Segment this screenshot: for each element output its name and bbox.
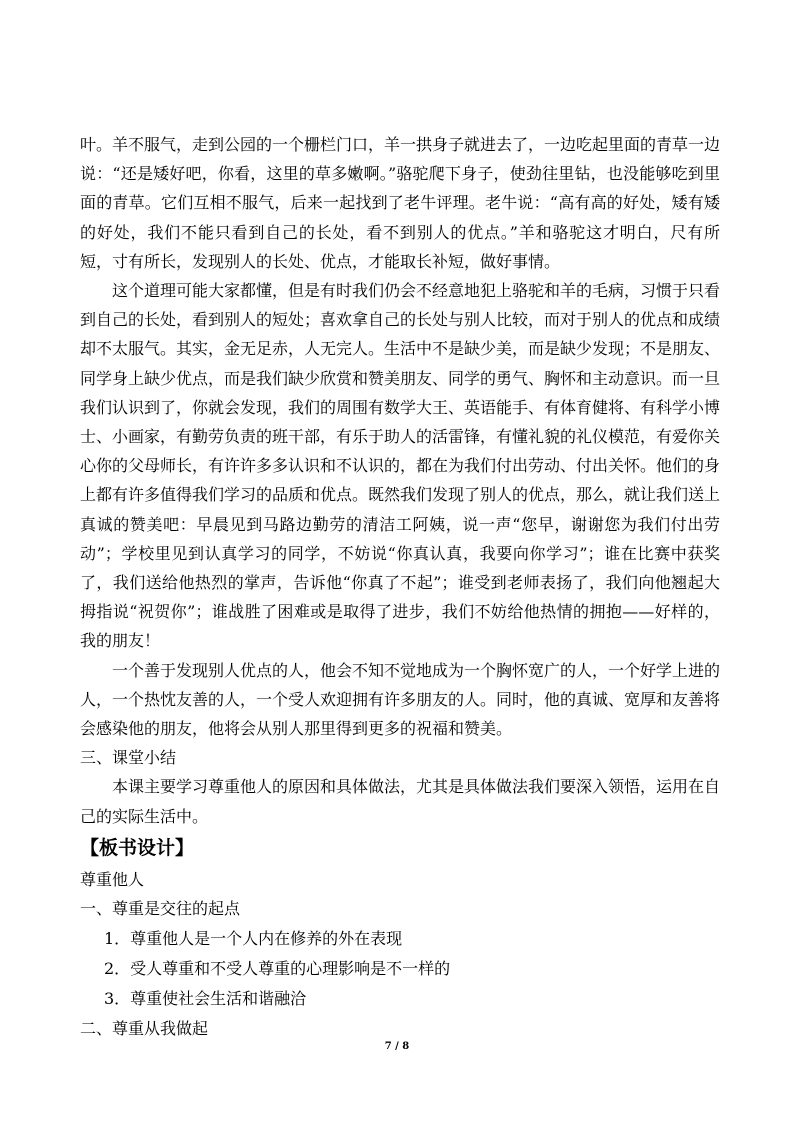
section-heading-summary: 三、课堂小结 [80, 748, 177, 768]
outline-section-1: 一、尊重是交往的起点 [80, 899, 241, 919]
paragraph-story-end: 叶。羊不服气，走到公园的一个栅栏门口，羊一拱身子就进去了，一边吃起里面的青草一边说：“还是矮好吧，你看，这里的草多嫩啊。”骆驼爬下身子，使劲往里钻，也没能够吃到里面的青草。它们互相不服气，后来一起找到了老牛评理。老牛说：“高有高的好处，矮有矮的好处，我们不能只看到自己的长处，看不到别人的优点。”羊和骆驼这才明白，尺有所短，寸有所长，发现别人的长处、优点，才能取长补短，做好事情。 [80, 135, 721, 271]
board-design-title: 【板书设计】 [80, 836, 195, 859]
paragraph-discovery: 这个道理可能大家都懂，但是有时我们仍会不经意地犯上骆驼和羊的毛病，习惯于只看到自己的长处，看到别人的短处；喜欢拿自己的长处与别人比较，而对于别人的优点和成绩却不太服气。其实，金无足赤，人无完人。生活中不是缺少美，而是缺少发现；不是朋友、同学身上缺少优点，而是我们缺少欣赏和赞美朋友、同学的勇气、胸怀和主动意识。而一旦我们认识到了，你就会发现，我们的周围有数学大王、英语能手、有体育健将、有科学小博士、小画家，有勤劳负责的班干部，有乐于助人的活雷锋，有懂礼貌的礼仪模范，有爱你关心你的父母师长，有许许多多认识和不认识的，都在为我们付出劳动、付出关怀。他们的身上都有许多值得我们学习的品质和优点。既然我们发现了别人的优点，那么，就让我们送上真诚的赞美吧：早晨见到马路边勤劳的清洁工阿姨，说一声“您早，谢谢您为我们付出劳动”；学校里见到认真学习的同学，不妨说“你真认真，我要向你学习”；谁在比赛中获奖了，我们送给他热烈的掌声，告诉他“你真了不起”；谁受到老师表扬了，我们向他翘起大拇指说“祝贺你”；谁战胜了困难或是取得了进步，我们不妨给他热情的拥抱——好样的，我的朋友！ [80, 281, 721, 651]
paragraph-conclusion: 一个善于发现别人优点的人，他会不知不觉地成为一个胸怀宽广的人，一个好学上进的人，一个热忱友善的人，一个受人欢迎拥有许多朋友的人。同时，他的真诚、宽厚和友善将会感染他的朋友，他将会从别人那里得到更多的祝福和赞美。 [80, 660, 721, 739]
outline-item-1: 1．尊重他人是一个人内在修养的外在表现 [104, 929, 403, 949]
outline-item-2: 2．受人尊重和不受人尊重的心理影响是不一样的 [104, 959, 451, 979]
outline-section-2: 二、尊重从我做起 [80, 1019, 209, 1039]
outline-title: 尊重他人 [80, 869, 145, 889]
summary-text: 本课主要学习尊重他人的原因和具体做法，尤其是具体做法我们要深入领悟，运用在自己的实际生活中。 [80, 777, 721, 826]
page-number: 7 / 8 [384, 1041, 410, 1052]
outline-item-3: 3．尊重使社会生活和谐融洽 [104, 989, 307, 1009]
document-body [80, 130, 720, 1044]
